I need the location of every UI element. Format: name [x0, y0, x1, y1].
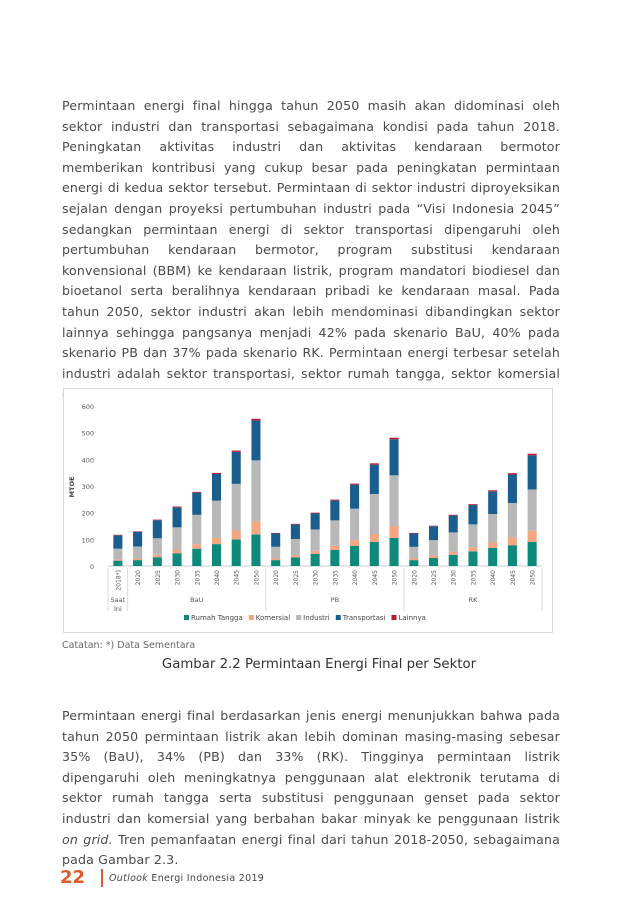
- bar-segment: [370, 494, 379, 534]
- x-tick-label: 2050: [391, 570, 399, 586]
- footer-title-rest: Energi Indonesia 2019: [148, 873, 265, 884]
- bar-segment: [192, 544, 201, 549]
- bar-segment: [390, 475, 399, 526]
- footer-title-italic: Outlook: [109, 873, 149, 884]
- bar-segment: [212, 544, 221, 566]
- legend-swatch: [391, 615, 396, 620]
- bar-segment: [232, 452, 241, 484]
- bar-segment: [133, 559, 142, 561]
- bar-segment: [291, 555, 300, 557]
- bar-segment: [449, 552, 458, 555]
- bar-segment: [468, 524, 477, 547]
- bar-segment: [192, 492, 201, 493]
- bar-segment: [192, 549, 201, 566]
- bar-segment: [311, 529, 320, 550]
- x-tick-label: 2020: [411, 570, 419, 586]
- x-tick-label: 2035: [194, 570, 202, 586]
- bar-segment: [291, 524, 300, 539]
- bar-segment: [251, 419, 260, 421]
- x-tick-label: 2035: [332, 570, 340, 586]
- legend-swatch: [249, 615, 254, 620]
- y-tick-label: 100: [81, 536, 94, 545]
- bar-segment: [113, 559, 122, 560]
- bar-segment: [251, 420, 260, 460]
- bar-segment: [212, 474, 221, 501]
- bar-segment: [528, 531, 537, 542]
- paragraph-2-tail: Tren pemanfaatan energi final dari tahun 2018-2050, sebagaimana pada Gambar 2.3.: [62, 831, 561, 868]
- bar-segment: [350, 509, 359, 540]
- bar-segment: [113, 535, 122, 536]
- x-tick-label: 2045: [371, 570, 379, 586]
- bar-segment: [390, 438, 399, 440]
- bar-segment: [370, 465, 379, 494]
- bar-segment: [212, 538, 221, 544]
- bar-segment: [330, 500, 339, 501]
- bar-segment: [251, 521, 260, 534]
- legend-label: Transportasi: [342, 614, 386, 622]
- chart-note: Catatan: *) Data Sementara: [62, 640, 196, 651]
- x-tick-label: 2018*): [115, 570, 123, 591]
- bar-segment: [330, 500, 339, 520]
- bar-segment: [173, 550, 182, 553]
- bar-segment: [113, 549, 122, 560]
- bar-segment: [153, 538, 162, 555]
- footer-divider: [101, 869, 103, 887]
- x-tick-label: 2025: [431, 570, 438, 586]
- x-tick-label: 2045: [233, 570, 241, 586]
- y-tick-label: 0: [89, 563, 94, 571]
- bar-segment: [508, 475, 517, 504]
- x-tick-label: 2020: [273, 570, 281, 586]
- bar-segment: [350, 484, 359, 485]
- y-tick-label: 400: [81, 456, 94, 465]
- bar-segment: [449, 515, 458, 516]
- legend-label: Industri: [303, 614, 330, 622]
- legend-swatch: [296, 615, 301, 620]
- bar-segment: [153, 520, 162, 538]
- bar-segment: [409, 533, 418, 546]
- bar-segment: [390, 439, 399, 475]
- x-tick-label: 2030: [174, 570, 182, 586]
- bar-segment: [370, 463, 379, 464]
- bar-segment: [449, 555, 458, 566]
- x-tick-label: 2030: [450, 570, 458, 586]
- bar-segment: [409, 547, 418, 559]
- bar-segment: [468, 547, 477, 551]
- bar-segment: [311, 513, 320, 514]
- bar-segment: [113, 535, 122, 548]
- bar-segment: [528, 542, 537, 566]
- bar-segment: [429, 558, 438, 566]
- bar-segment: [370, 534, 379, 542]
- y-tick-label: 300: [81, 483, 94, 491]
- x-tick-label: 2030: [312, 570, 320, 586]
- bar-segment: [528, 455, 537, 489]
- bar-segment: [133, 547, 142, 559]
- bar-segment: [528, 489, 537, 530]
- x-tick-label: 2040: [352, 570, 360, 586]
- bar-segment: [291, 524, 300, 525]
- bar-segment: [449, 532, 458, 551]
- bar-segment: [390, 526, 399, 538]
- x-tick-label: 2025: [154, 570, 162, 586]
- bar-segment: [133, 532, 142, 547]
- bar-segment: [508, 473, 517, 474]
- bar-segment: [271, 560, 280, 566]
- bar-segment: [113, 561, 122, 566]
- group-label: PB: [330, 596, 340, 604]
- bar-segment: [528, 454, 537, 456]
- bar-segment: [133, 531, 142, 532]
- paragraph-2-italic: on grid.: [62, 831, 113, 847]
- bar-segment: [330, 546, 339, 550]
- x-tick-label: 2050: [529, 570, 537, 586]
- bar-segment: [409, 533, 418, 534]
- y-tick-label: 600: [81, 403, 94, 411]
- bar-segment: [271, 559, 280, 561]
- bar-segment: [173, 507, 182, 527]
- chart-svg: [64, 389, 552, 632]
- bar-segment: [271, 547, 280, 559]
- x-tick-label: 2035: [470, 570, 478, 586]
- bar-segment: [429, 526, 438, 527]
- bar-segment: [468, 505, 477, 524]
- bar-segment: [350, 546, 359, 566]
- bar-segment: [251, 535, 260, 566]
- bar-segment: [153, 520, 162, 521]
- page-number: 22: [60, 867, 86, 888]
- bar-segment: [350, 485, 359, 509]
- bar-segment: [232, 531, 241, 540]
- bar-segment: [350, 540, 359, 546]
- bar-segment: [390, 538, 399, 566]
- group-label: Ini: [113, 605, 122, 613]
- bar-segment: [330, 520, 339, 545]
- x-tick-label: 2025: [292, 570, 300, 586]
- bar-segment: [488, 548, 497, 566]
- bar-segment: [192, 515, 201, 544]
- bar-segment: [232, 451, 241, 452]
- bar-segment: [429, 556, 438, 558]
- bar-segment: [468, 504, 477, 505]
- x-tick-label: 2045: [509, 570, 517, 586]
- bar-segment: [508, 537, 517, 545]
- bar-segment: [173, 553, 182, 566]
- bar-segment: [271, 533, 280, 546]
- bar-segment: [192, 493, 201, 515]
- bar-segment: [330, 550, 339, 566]
- bar-segment: [251, 460, 260, 521]
- legend-label: Rumah Tangga: [191, 614, 243, 622]
- bar-segment: [311, 551, 320, 554]
- bar-segment: [311, 554, 320, 566]
- legend-swatch: [336, 615, 341, 620]
- paragraph-1: Permintaan energi final hingga tahun 2050 masih akan didominasi oleh sektor industri dan transportasi sebagaimana kondisi pada tahun 2018. Peningkatan aktivitas industri dan aktivitas kendaraan bermotor memberikan kontribusi yang cukup besar pada peningkatan permintaan energi di kedua sektor tersebut. Permintaan di sektor industri diproyeksikan sejalan dengan proyeksi pertumbuhan industri pada “Visi Indonesia 2045” sedangkan permintaan energi di sektor transportasi dipengaruhi oleh pertumbuhan kendaraan bermotor, program substitusi kendaraan konvensional (BBM) ke kendaraan listrik, program mandatori biodiesel dan bioetanol serta beralihnya kendaraan pribadi ke kendaraan masal. Pada tahun 2050, sektor industri akan lebih mendominasi dibandingkan sektor lainnya sehingga pangsanya menjadi 42% pada skenario BaU, 40% pada skenario PB dan 37% pada skenario RK. Permintaan energi terbesar setelah industri adalah sektor transportasi, sektor rumah tangga, sektor komersial: [62, 98, 560, 381]
- bar-segment: [212, 501, 221, 538]
- bar-segment: [488, 490, 497, 491]
- bar-segment: [409, 560, 418, 566]
- bar-segment: [271, 533, 280, 534]
- y-tick-label: 500: [81, 429, 94, 438]
- bar-segment: [429, 526, 438, 540]
- bar-segment: [212, 473, 221, 474]
- x-tick-label: 2050: [253, 570, 261, 586]
- bar-segment: [173, 507, 182, 508]
- bar-segment: [468, 551, 477, 566]
- bar-segment: [429, 540, 438, 555]
- bar-segment: [508, 545, 517, 566]
- bar-segment: [232, 484, 241, 531]
- bar-segment: [291, 557, 300, 566]
- y-axis-label: MTOE: [68, 476, 76, 498]
- bar-segment: [370, 542, 379, 566]
- x-tick-label: 2040: [214, 570, 221, 586]
- bar-segment: [291, 539, 300, 555]
- bar-segment: [488, 514, 497, 542]
- bar-segment: [232, 539, 241, 566]
- group-label: Saat: [110, 596, 126, 604]
- legend-label: Lainnya: [398, 614, 426, 622]
- group-label: BaU: [190, 596, 204, 604]
- legend-label: Komersial: [255, 614, 291, 622]
- y-tick-label: 200: [81, 509, 94, 518]
- sector-demand-chart: [63, 388, 553, 633]
- figure-caption: Gambar 2.2 Permintaan Energi Final per Sektor: [161, 657, 477, 672]
- paragraph-2-text: Permintaan energi final berdasarkan jenis energi menunjukkan bahwa pada tahun 2050 permintaan listrik akan lebih dominan masing-masing sebesar 35% (BaU), 34% (PB) dan 33% (RK). Tingginya permintaan listrik dipengaruhi oleh meningkatnya penggunaan alat elektronik terutama di sektor rumah tangga serta substitusi penggunaan genset pada sektor industri dan komersial yang berbahan bakar minyak ke penggunaan listrik: [62, 708, 560, 826]
- bar-segment: [508, 503, 517, 537]
- legend-swatch: [184, 615, 189, 620]
- x-tick-label: 2020: [135, 570, 143, 586]
- bar-segment: [449, 516, 458, 533]
- bar-segment: [133, 560, 142, 566]
- bar-segment: [173, 527, 182, 550]
- bar-segment: [153, 557, 162, 566]
- bar-segment: [488, 491, 497, 514]
- bar-segment: [153, 555, 162, 557]
- x-tick-label: 2040: [490, 570, 498, 586]
- group-label: RK: [468, 596, 478, 604]
- paragraph-2: [62, 706, 560, 871]
- footer-title: [109, 873, 264, 884]
- bar-segment: [409, 559, 418, 561]
- bar-segment: [488, 542, 497, 548]
- bar-segment: [311, 513, 320, 529]
